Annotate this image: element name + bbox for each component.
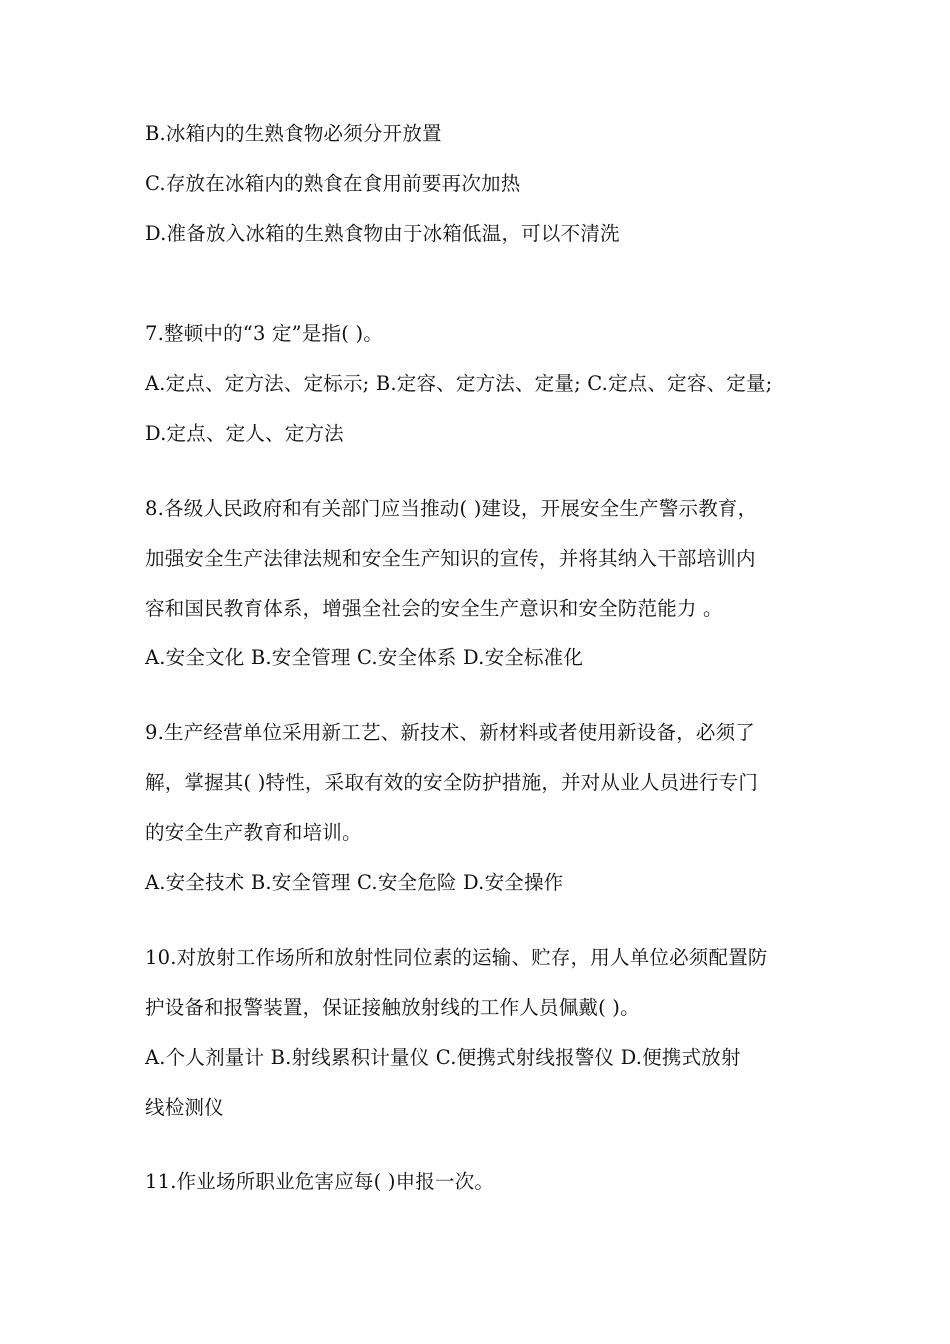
options-7-line-1: A.定点、定方法、定标示; B.定容、定方法、定量; C.定点、定容、定量;	[145, 372, 773, 395]
question-11: 11.作业场所职业危害应每( )申报一次。	[145, 1170, 495, 1193]
question-8-line-3: 容和国民教育体系，增强全社会的安全生产意识和安全防范能力 。	[145, 597, 723, 620]
options-10-line-2: 线检测仪	[145, 1096, 224, 1119]
question-9-line-3: 的安全生产教育和培训。	[145, 821, 362, 844]
options-8: A.安全文化 B.安全管理 C.安全体系 D.安全标准化	[145, 646, 584, 669]
options-7-line-2: D.定点、定人、定方法	[145, 422, 344, 445]
question-10-line-2: 护设备和报警装置，保证接触放射线的工作人员佩戴( )。	[145, 996, 640, 1019]
question-10-line-1: 10.对放射工作场所和放射性同位素的运输、贮存，用人单位必须配置防	[145, 946, 768, 969]
question-7: 7.整顿中的“3 定”是指( )。	[145, 322, 383, 345]
options-10-line-1: A.个人剂量计 B.射线累积计量仪 C.便携式射线报警仪 D.便携式放射	[145, 1046, 741, 1069]
option-6d: D.准备放入冰箱的生熟食物由于冰箱低温，可以不清洗	[145, 222, 620, 245]
question-9-line-1: 9.生产经营单位采用新工艺、新技术、新材料或者使用新设备，必须了	[145, 721, 756, 744]
option-6b: B.冰箱内的生熟食物必须分开放置	[145, 122, 442, 145]
question-9-line-2: 解，掌握其( )特性，采取有效的安全防护措施，并对从业人员进行专门	[145, 771, 759, 794]
options-9: A.安全技术 B.安全管理 C.安全危险 D.安全操作	[145, 871, 564, 894]
question-8-line-2: 加强安全生产法律法规和安全生产知识的宣传，并将其纳入干部培训内	[145, 547, 756, 570]
option-6c: C.存放在冰箱内的熟食在食用前要再次加热	[145, 172, 521, 195]
question-8-line-1: 8.各级人民政府和有关部门应当推动( )建设，开展安全生产警示教育，	[145, 497, 758, 520]
